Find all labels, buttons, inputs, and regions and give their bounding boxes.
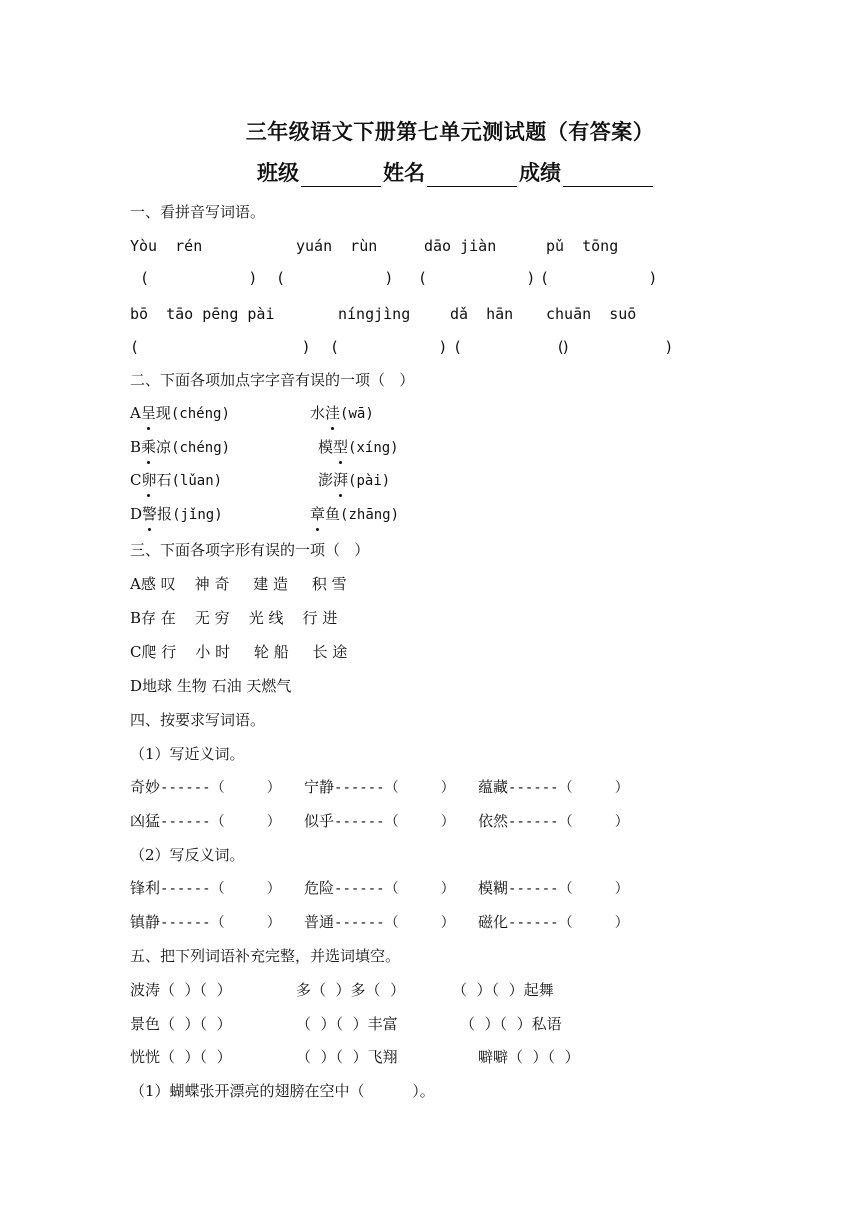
fill-word[interactable]: 波涛（ ）（ ） [130,981,232,999]
fill-word[interactable]: （ ）（ ）起舞 [452,981,554,999]
antonym-item[interactable]: 危险------（ ） [304,879,455,897]
score-label: 成绩 [519,160,561,185]
dotted-char: 洼 [325,404,341,422]
dotted-char: 警 [142,505,158,523]
dotted-char: 乘 [141,438,157,456]
section-1-heading: 一、看拼音写词语。 [130,203,266,221]
option-c-word-2: 澎湃(pài) [318,471,391,489]
pinyin-1: Yòu rén [130,237,203,255]
synonym-item[interactable]: 似乎------（ ） [304,812,455,830]
fill-word[interactable]: 噼噼（ ）（ ） [478,1048,580,1066]
class-blank[interactable] [301,162,381,187]
antonym-item[interactable]: 镇静------（ ） [130,913,281,931]
option-d[interactable]: D警报(jǐng) [130,505,223,523]
pinyin-7: dǎ hān [450,305,514,323]
option-b[interactable]: B乘凉(chéng) [130,438,231,456]
section-5-heading: 五、把下列词语补充完整，并选词填空。 [130,947,401,965]
option-d-word-2: 章鱼(zhāng) [310,505,400,523]
answer-paren-wide[interactable]: ( ) [130,338,311,356]
student-info-line [257,157,655,187]
pinyin-4: pǔ tōng [546,237,619,255]
antonym-item[interactable]: 磁化------（ ） [478,913,629,931]
dotted-char: 章 [310,505,326,523]
fill-word[interactable]: （ ）（ ）丰富 [296,1015,398,1033]
option-c[interactable]: C卵石(lǔan) [130,471,223,489]
dotted-char: 型 [333,438,349,456]
synonym-item[interactable]: 依然------（ ） [478,812,629,830]
fill-word[interactable]: （ ）（ ）私语 [460,1015,562,1033]
answer-paren[interactable]: ( ) [540,269,658,287]
answer-paren[interactable]: ( ) [140,269,258,287]
answer-paren[interactable]: ( ) [453,338,571,356]
antonym-item[interactable]: 模糊------（ ） [478,879,629,897]
fill-word[interactable]: 恍恍（ ）（ ） [130,1048,232,1066]
fill-word[interactable]: 景色（ ）（ ） [130,1015,232,1033]
fill-question-1[interactable]: （1）蝴蝶张开漂亮的翅膀在空中（ ）。 [130,1082,435,1100]
synonym-item[interactable]: 蕴藏------（ ） [478,778,629,796]
page-title: 三年级语文下册第七单元测试题（有答案） [245,119,655,144]
pinyin-8: chuān suō [546,305,637,323]
option-b[interactable]: B存 在 无 穷 光 线 行 进 [130,609,338,627]
option-a-word-2: 水洼(wā) [310,404,374,422]
section-2-heading: 二、下面各项加点字字音有误的一项（ ） [130,371,415,389]
synonym-item[interactable]: 宁静------（ ） [304,778,455,796]
score-blank[interactable] [563,162,653,187]
answer-paren[interactable]: ( ) [556,338,674,356]
antonym-subheading: （2）写反义词。 [130,846,245,864]
answer-paren[interactable]: ( ) [418,269,536,287]
pinyin-3: dāo jiàn [424,237,497,255]
answer-paren[interactable]: ( ) [330,338,448,356]
fill-word[interactable]: （ ）（ ）飞翔 [296,1048,398,1066]
section-4-heading: 四、按要求写词语。 [130,711,266,729]
pinyin-2: yuán rùn [296,237,378,255]
option-d[interactable]: D地球 生物 石油 天燃气 [130,677,292,695]
antonym-item[interactable]: 普通------（ ） [304,913,455,931]
synonym-item[interactable]: 奇妙------（ ） [130,778,281,796]
section-3-heading: 三、下面各项字形有误的一项（ ） [130,541,370,559]
fill-word[interactable]: 多（ ）多（ ） [296,981,406,999]
answer-paren[interactable]: ( ) [276,269,394,287]
option-b-word-2: 模型(xíng) [318,438,399,456]
dotted-char: 卵 [141,471,157,489]
pinyin-6: níngjìng [338,305,411,323]
dotted-char: 湃 [333,471,349,489]
class-label: 班级 [257,160,299,185]
antonym-item[interactable]: 锋利------（ ） [130,879,281,897]
name-label: 姓名 [383,160,425,185]
synonym-subheading: （1）写近义词。 [130,745,245,763]
name-blank[interactable] [427,162,517,187]
pinyin-5: bō tāo pēng pài [130,305,275,323]
option-a[interactable]: A感 叹 神 奇 建 造 积 雪 [130,575,347,593]
option-c[interactable]: C爬 行 小 时 轮 船 长 途 [130,643,348,661]
dotted-char: 呈 [140,404,156,422]
option-a[interactable]: A呈现(chéng) [130,404,230,422]
synonym-item[interactable]: 凶猛------（ ） [130,812,281,830]
